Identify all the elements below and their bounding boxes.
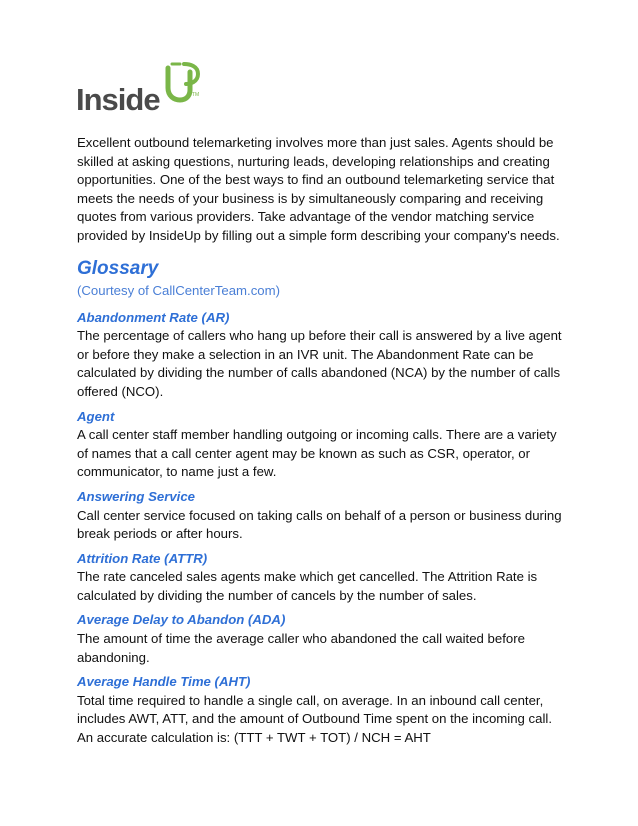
logo-up-mark-icon [162, 62, 202, 108]
glossary-definition: Call center service focused on taking calls on behalf of a person or business during break periods or after hours. [77, 507, 562, 542]
glossary-term: Average Delay to Abandon (ADA) [77, 612, 286, 628]
glossary-definition: The amount of time the average caller who abandoned the call waited before abandoning. [77, 631, 525, 665]
glossary-heading: Glossary [77, 257, 159, 279]
logo-wordmark: Inside [76, 82, 160, 117]
logo-trademark: TM [192, 92, 200, 98]
glossary-term: Attrition Rate (ATTR) [77, 550, 208, 566]
glossary-definition: The rate canceled sales agents make which get cancelled. The Attrition Rate is calculated by dividing the number of cancels by the number of sales. [77, 569, 538, 603]
main-content [77, 134, 567, 754]
glossary-term: Answering Service [77, 488, 196, 504]
glossary-term: Average Handle Time (AHT) [77, 674, 251, 690]
glossary-list [77, 309, 567, 748]
glossary-entry-agent [77, 408, 567, 482]
glossary-entry-average-delay-to-abandon [77, 611, 567, 667]
glossary-term: Agent [77, 408, 115, 424]
glossary-definition: A call center staff member handling outgoing or incoming calls. There are a variety of names that a call center agent may be known as such as CSR, operator, or communicator, to name just a few. [77, 427, 557, 480]
intro-paragraph: Excellent outbound telemarketing involves more than just sales. Agents should be skilled at asking questions, nurturing leads, developing relationships and creating opportunities. One of the best ways to find an outbound telemarketing service that meets the needs of your business is by simultaneously comparing and receiving quotes from various providers. Take advantage of the vendor matching service provided by InsideUp by filling out a simple form describing your company's needs. [77, 135, 560, 243]
glossary-entry-average-handle-time [77, 673, 567, 747]
glossary-entry-answering-service [77, 488, 567, 544]
insideup-logo [76, 62, 206, 120]
glossary-term: Abandonment Rate (AR) [77, 309, 230, 325]
glossary-entry-attrition-rate [77, 550, 567, 606]
glossary-entry-abandonment-rate [77, 309, 567, 402]
glossary-definition: Total time required to handle a single call, on average. In an inbound call center, includes AWT, ATT, and the amount of Outbound Time spent on the incoming call. An accurate calculation is: (TTT + TWT + TOT) / NCH = AHT [77, 692, 553, 746]
glossary-courtesy: (Courtesy of CallCenterTeam.com) [77, 282, 281, 298]
glossary-definition: The percentage of callers who hang up before their call is answered by a live agent or before they make a selection in an IVR unit. The Abandonment Rate can be calculated by dividing the number of calls abandoned (NCA) by the number of calls offered (NCO). [77, 328, 562, 399]
